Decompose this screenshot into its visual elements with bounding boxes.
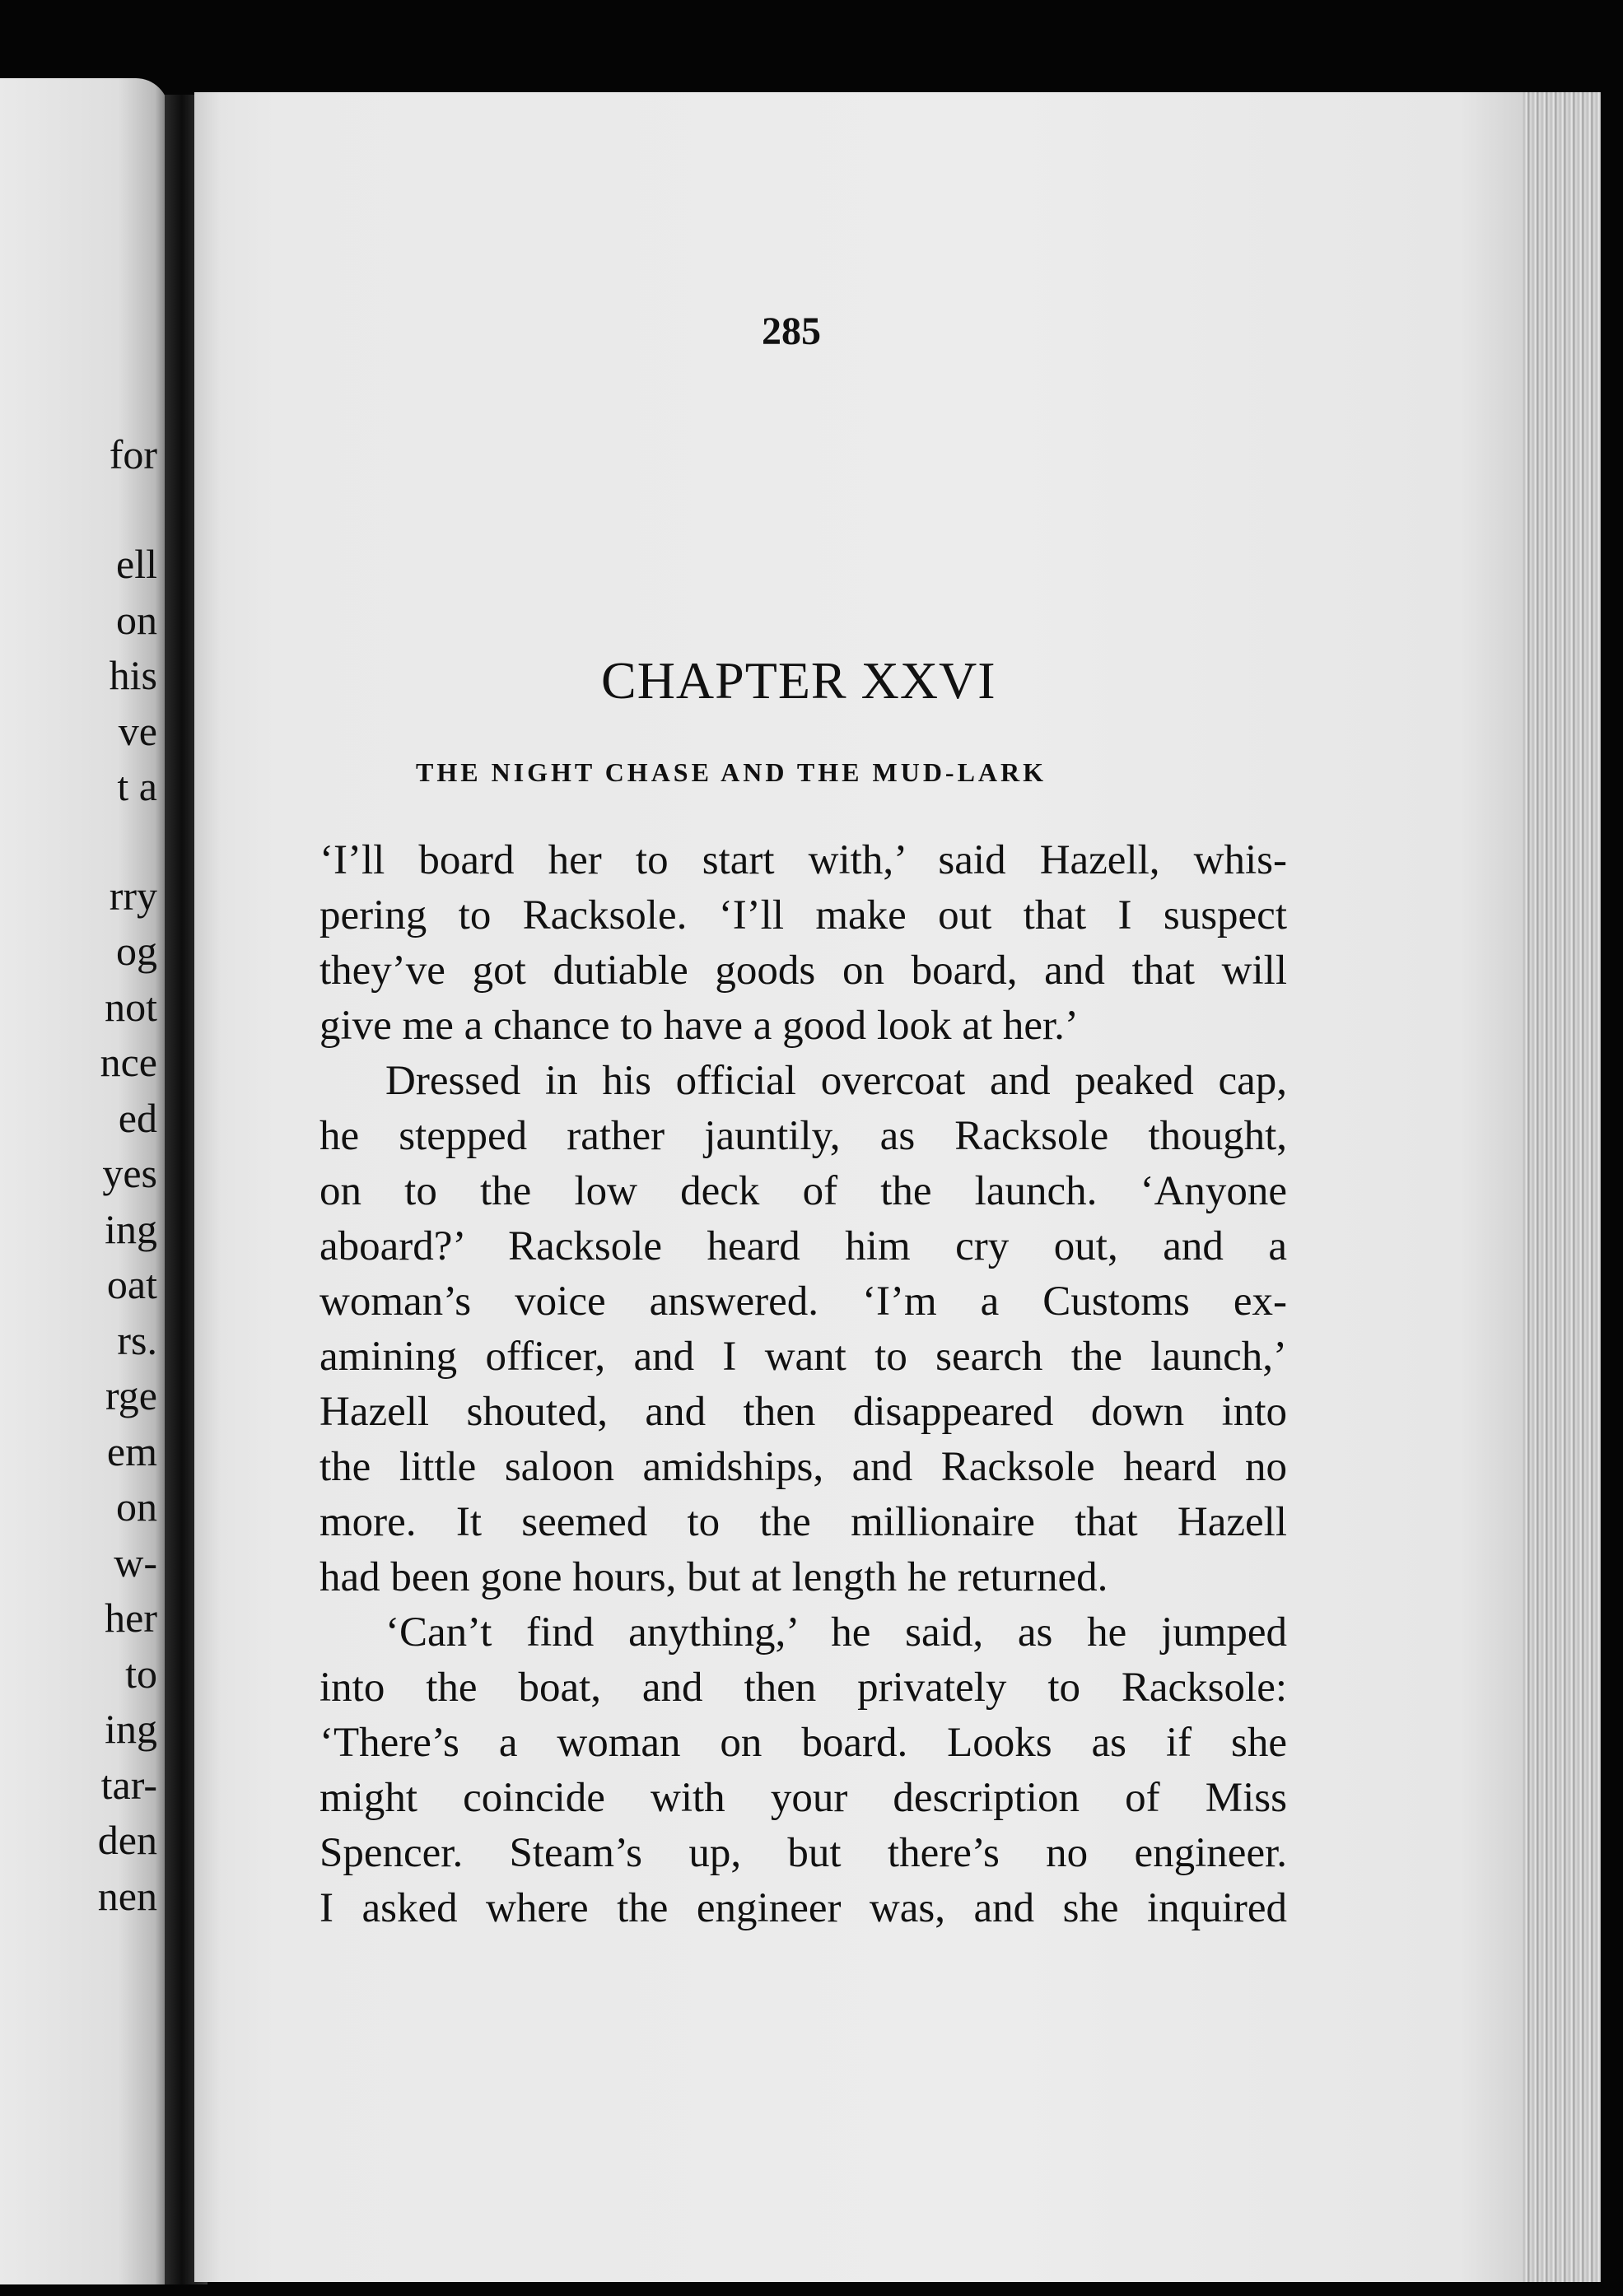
body-text-line: amining officer, and I want to search the launch,’ bbox=[319, 1334, 1287, 1380]
previous-page-line: ell bbox=[116, 541, 157, 587]
chapter-subtitle: THE NIGHT CHASE AND THE MUD-LARK bbox=[416, 757, 1047, 787]
body-text-line: ‘I’ll board her to start with,’ said Hazell, whis- bbox=[319, 837, 1287, 883]
body-text-line: they’ve got dutiable goods on board, and that will bbox=[319, 948, 1287, 994]
body-text-line: ‘There’s a woman on board. Looks as if she bbox=[319, 1720, 1287, 1766]
previous-page-line: rge bbox=[105, 1372, 157, 1418]
previous-page-line: ve bbox=[118, 708, 157, 754]
previous-page-line: ed bbox=[118, 1095, 157, 1141]
body-text-line: Dressed in his official overcoat and peaked cap, bbox=[385, 1058, 1287, 1104]
previous-page-line: den bbox=[97, 1817, 157, 1863]
previous-page-line: em bbox=[106, 1428, 157, 1474]
body-text-line: on to the low deck of the launch. ‘Anyone bbox=[319, 1168, 1287, 1214]
previous-page bbox=[0, 78, 169, 2284]
body-text-line: aboard?’ Racksole heard him cry out, and a bbox=[319, 1223, 1287, 1269]
previous-page-line: tar- bbox=[100, 1762, 157, 1808]
body-text-line: woman’s voice answered. ‘I’m a Customs ex- bbox=[319, 1278, 1287, 1325]
previous-page-line: yes bbox=[102, 1150, 157, 1196]
body-text-line: the little saloon amidships, and Racksole heard no bbox=[319, 1444, 1287, 1490]
body-text-line: might coincide with your description of Miss bbox=[319, 1775, 1287, 1821]
body-text-line: pering to Racksole. ‘I’ll make out that I suspect bbox=[319, 892, 1287, 938]
previous-page-line: og bbox=[116, 928, 157, 974]
previous-page-line: for bbox=[109, 431, 157, 477]
previous-page-line: oat bbox=[106, 1261, 157, 1307]
previous-page-line: ing bbox=[105, 1206, 157, 1252]
previous-page-line: on bbox=[116, 597, 157, 643]
body-text-line: had been gone hours, but at length he returned. bbox=[319, 1554, 1108, 1600]
body-text-line: ‘Can’t find anything,’ he said, as he jumped bbox=[385, 1609, 1287, 1656]
previous-page-line: not bbox=[105, 984, 157, 1030]
body-text-line: Spencer. Steam’s up, but there’s no engineer. bbox=[319, 1830, 1287, 1876]
previous-page-line: nen bbox=[97, 1873, 157, 1919]
previous-page-line: on bbox=[116, 1483, 157, 1530]
previous-page-line: his bbox=[109, 652, 157, 698]
page-edges bbox=[1522, 92, 1601, 2282]
body-text-line: into the boat, and then privately to Racksole: bbox=[319, 1665, 1287, 1711]
previous-page-line: to bbox=[125, 1651, 157, 1697]
previous-page-line: w- bbox=[114, 1539, 157, 1586]
chapter-title: CHAPTER XXVI bbox=[601, 651, 996, 710]
body-text-line: he stepped rather jauntily, as Racksole thought, bbox=[319, 1113, 1287, 1159]
body-text-line: more. It seemed to the millionaire that Hazell bbox=[319, 1499, 1287, 1545]
body-text-line: give me a chance to have a good look at her.’ bbox=[319, 1003, 1079, 1049]
previous-page-line: ing bbox=[105, 1706, 157, 1752]
previous-page-line: rry bbox=[109, 873, 157, 919]
previous-page-line: rs. bbox=[117, 1317, 157, 1363]
body-text-line: I asked where the engineer was, and she inquired bbox=[319, 1885, 1287, 1931]
previous-page-line: nce bbox=[100, 1039, 157, 1085]
previous-page-line: her bbox=[105, 1595, 157, 1641]
page-number: 285 bbox=[762, 310, 821, 353]
previous-page-line: t a bbox=[117, 763, 157, 809]
body-text-line: Hazell shouted, and then disappeared down into bbox=[319, 1389, 1287, 1435]
